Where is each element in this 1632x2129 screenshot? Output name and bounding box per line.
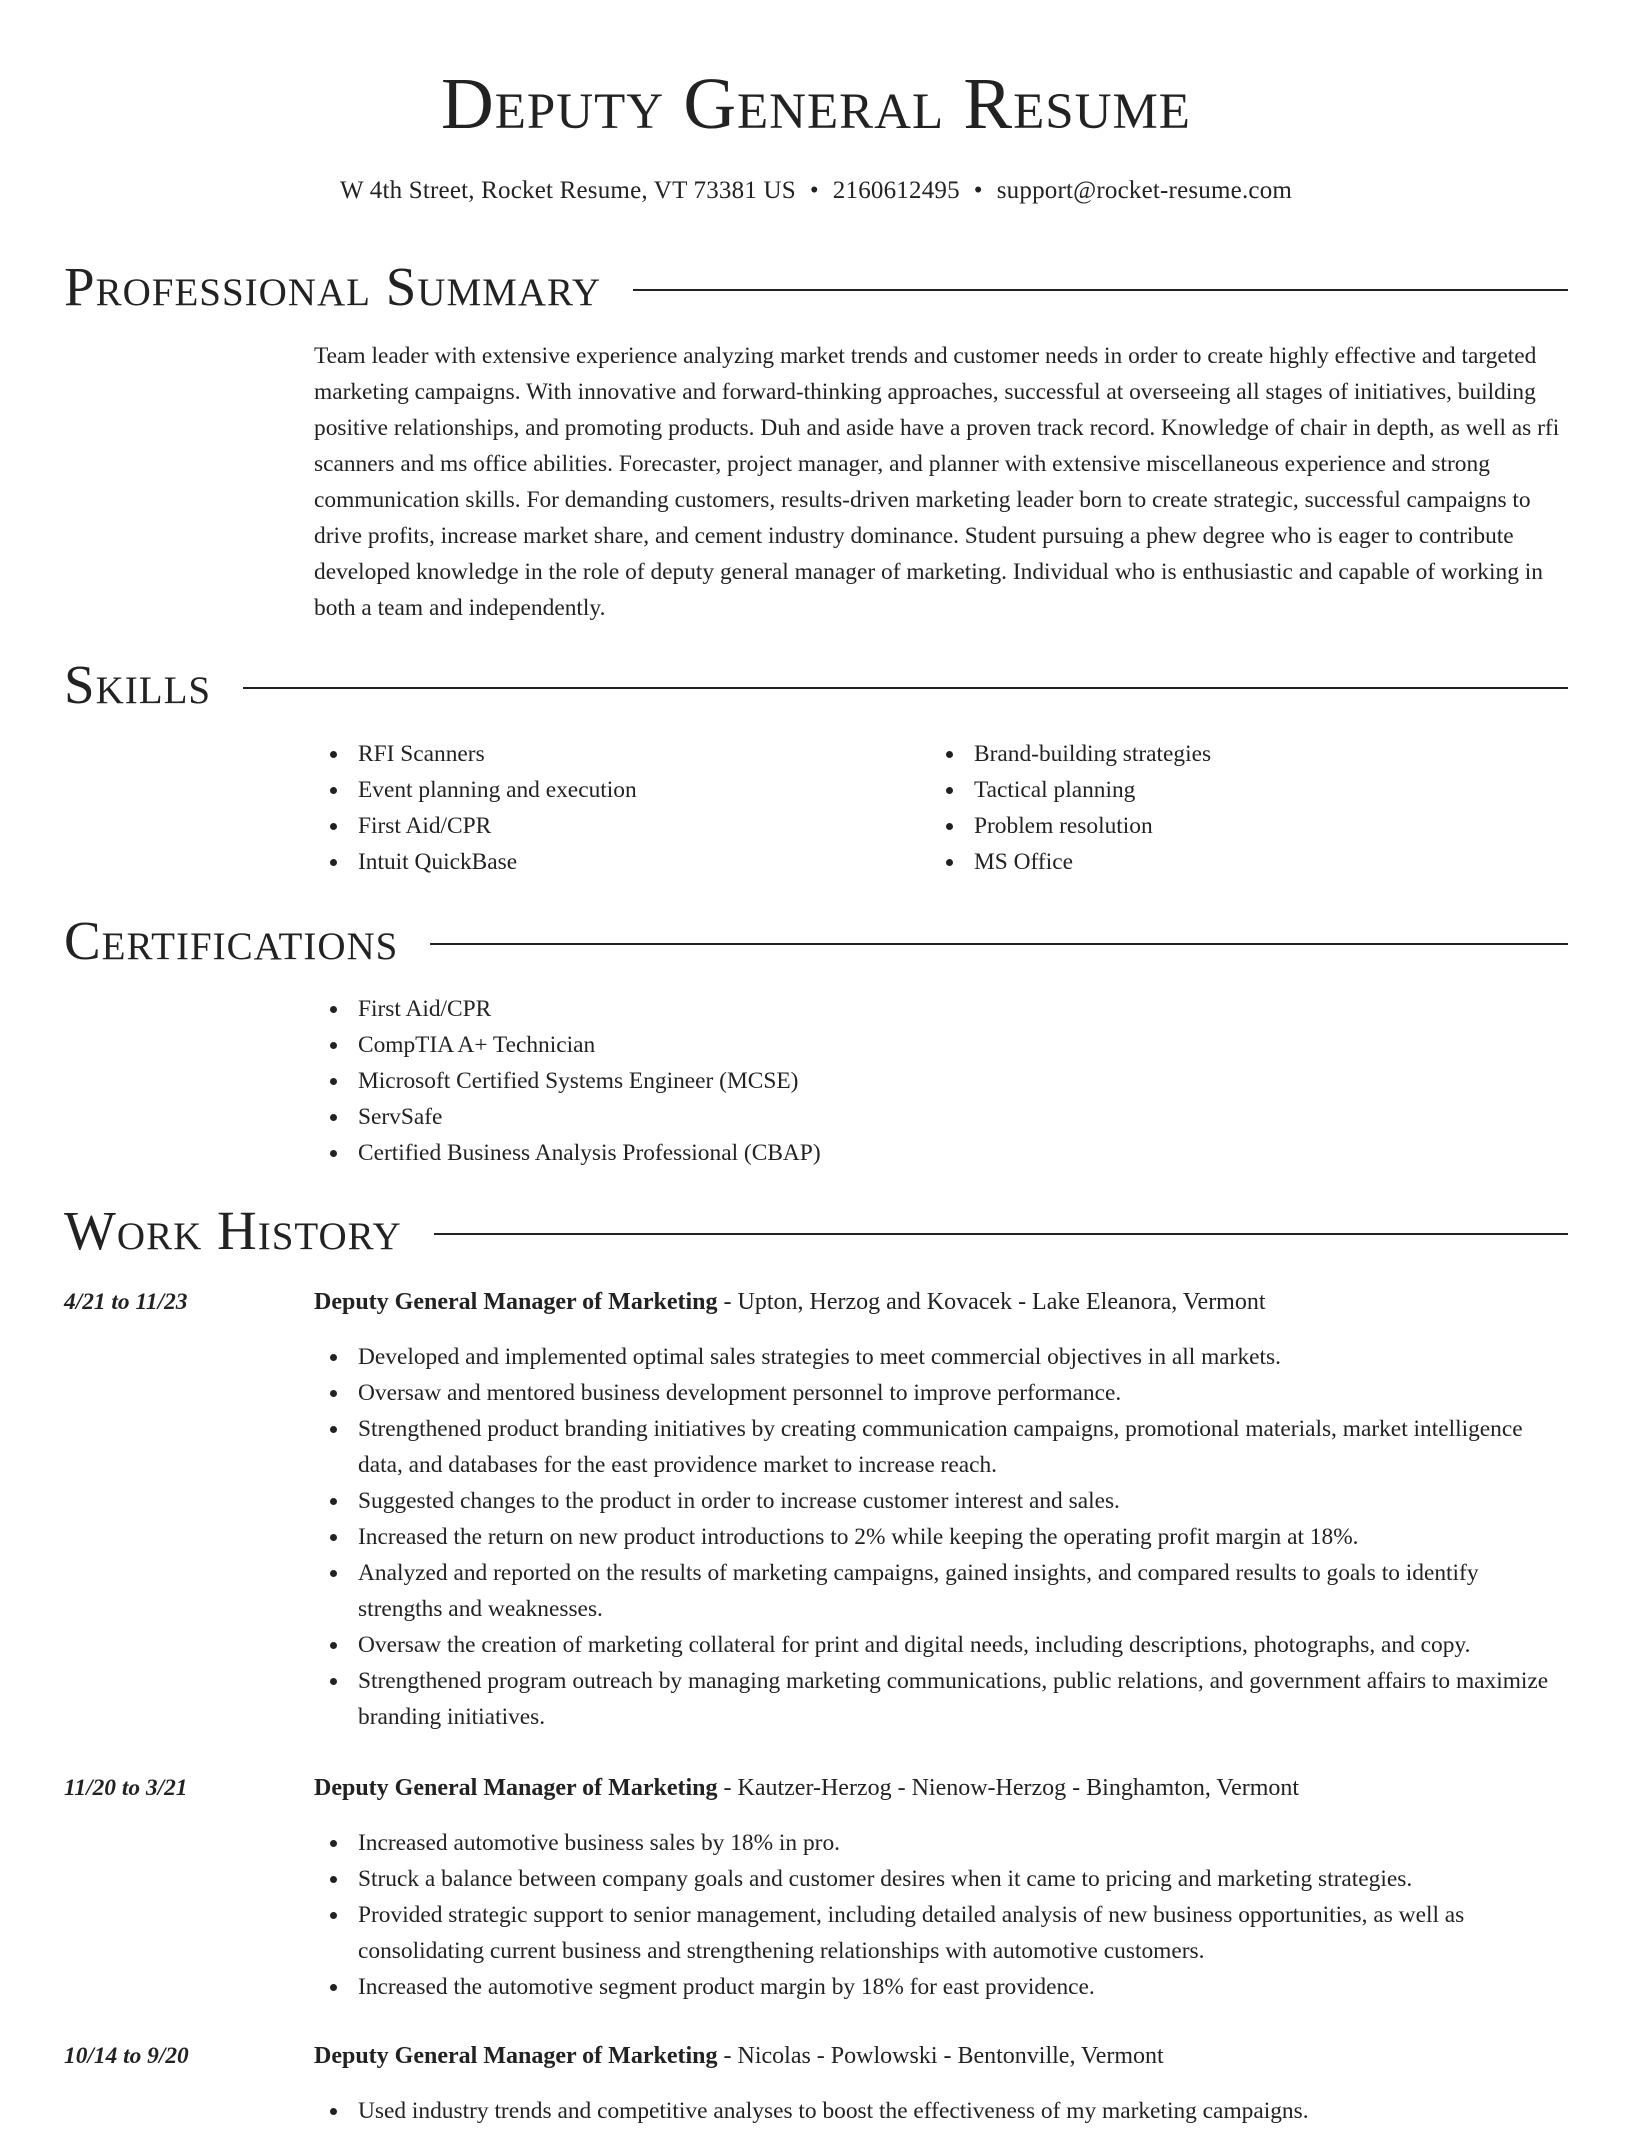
job-duties <box>314 2093 1568 2129</box>
job-heading <box>314 2038 1164 2074</box>
duty-item: Strengthened product branding initiatives by creating communication campaigns, promotional materials, market intelligence data, and databases for the east providence market to increase reach. <box>314 1411 1568 1483</box>
job-title: Deputy General Manager of Marketing <box>314 2043 718 2069</box>
section-rule <box>243 687 1568 689</box>
job-dates: 4/21 to 11/23 <box>64 1289 188 1315</box>
contact-email[interactable]: support@rocket-resume.com <box>996 177 1293 204</box>
skill-item: Event planning and execution <box>314 772 914 808</box>
job-title: Deputy General Manager of Marketing <box>314 1289 718 1315</box>
duty-item: Struck a balance between company goals and customer desires when it came to pricing and marketing strategies. <box>314 1861 1568 1897</box>
contact-line <box>0 174 1632 208</box>
duty-item: Used industry trends and competitive analyses to boost the effectiveness of my marketing campaigns. <box>314 2093 1568 2129</box>
job-duties <box>314 1339 1568 1735</box>
skill-item: MS Office <box>930 844 1550 880</box>
certification-item: First Aid/CPR <box>314 991 1568 1027</box>
document-title: Deputy General Resume <box>441 63 1191 144</box>
certifications-list <box>314 991 1568 1171</box>
certification-item: Microsoft Certified Systems Engineer (MCSE) <box>314 1063 1568 1099</box>
skill-item: Tactical planning <box>930 772 1550 808</box>
job-heading <box>314 1770 1299 1806</box>
duty-item: Increased the return on new product introductions to 2% while keeping the operating profit margin at 18%. <box>314 1519 1568 1555</box>
job-duties <box>314 1825 1568 2005</box>
skills-list-left <box>314 736 914 880</box>
job-heading <box>314 1284 1266 1320</box>
section-heading: Professional Summary <box>64 256 602 317</box>
duty-item: Increased the automotive segment product margin by 18% for east providence. <box>314 1969 1568 2005</box>
job-title: Deputy General Manager of Marketing <box>314 1775 718 1801</box>
skill-item: Problem resolution <box>930 808 1550 844</box>
contact-phone: 2160612495 <box>832 177 960 204</box>
duty-item: Suggested changes to the product in order to increase customer interest and sales. <box>314 1483 1568 1519</box>
skill-item: Intuit QuickBase <box>314 844 914 880</box>
skill-item: First Aid/CPR <box>314 808 914 844</box>
job-company: - Nicolas - Powlowski - Bentonville, Vermont <box>717 2043 1164 2069</box>
section-heading: Skills <box>64 654 212 715</box>
duty-item: Oversaw the creation of marketing collateral for print and digital needs, including descriptions, photographs, and copy. <box>314 1627 1568 1663</box>
section-professional-summary <box>64 252 1568 322</box>
section-rule <box>633 289 1568 291</box>
job-company: - Kautzer-Herzog - Nienow-Herzog - Binghamton, Vermont <box>717 1775 1300 1801</box>
job-dates: 11/20 to 3/21 <box>64 1775 188 1801</box>
skill-item: Brand-building strategies <box>930 736 1550 772</box>
duty-item: Developed and implemented optimal sales strategies to meet commercial objectives in all markets. <box>314 1339 1568 1375</box>
section-rule <box>434 1233 1568 1235</box>
duty-item: Strengthened program outreach by managing marketing communications, public relations, and government affairs to maximize branding initiatives. <box>314 1663 1568 1735</box>
duty-item: Analyzed and reported on the results of marketing campaigns, gained insights, and compared results to goals to identify strengths and weaknesses. <box>314 1555 1568 1627</box>
section-certifications <box>64 906 1568 976</box>
duty-item: Provided strategic support to senior management, including detailed analysis of new business opportunities, as well as consolidating current business and strengthening relationships with automotive customers. <box>314 1897 1568 1969</box>
duty-item: Oversaw and mentored business development personnel to improve performance. <box>314 1375 1568 1411</box>
skill-item: RFI Scanners <box>314 736 914 772</box>
duty-item: Increased automotive business sales by 18% in pro. <box>314 1825 1568 1861</box>
summary-text: Team leader with extensive experience analyzing market trends and customer needs in order to create highly effective and targeted marketing campaigns. With innovative and forward-thinking approaches, successful at overseeing all stages of initiatives, building positive relationships, and promoting products. Duh and aside have a proven track record. Knowledge of chair in depth, as well as rfi scanners and ms office abilities. Forecaster, project manager, and planner with extensive miscellaneous experience and strong communication skills. For demanding customers, results-driven marketing leader born to create strategic, successful campaigns to drive profits, increase market share, and cement industry dominance. Student pursuing a phew degree who is eager to contribute developed knowledge in the role of deputy general manager of marketing. Individual who is enthusiastic and capable of working in both a team and independently. <box>314 343 1560 621</box>
section-rule <box>430 943 1568 945</box>
section-heading: Certifications <box>64 910 399 971</box>
job-dates: 10/14 to 9/20 <box>64 2043 189 2069</box>
certification-item: ServSafe <box>314 1099 1568 1135</box>
job-company: - Upton, Herzog and Kovacek - Lake Eleanora, Vermont <box>717 1289 1266 1315</box>
contact-address: W 4th Street, Rocket Resume, VT 73381 US <box>339 177 796 204</box>
section-skills <box>64 650 1568 720</box>
contact-separator: • <box>973 177 983 204</box>
certification-item: CompTIA A+ Technician <box>314 1027 1568 1063</box>
skills-list-right <box>930 736 1550 880</box>
contact-separator: • <box>809 177 819 204</box>
section-work-history <box>64 1196 1568 1266</box>
section-heading: Work History <box>64 1200 402 1261</box>
certification-item: Certified Business Analysis Professional (CBAP) <box>314 1135 1568 1171</box>
